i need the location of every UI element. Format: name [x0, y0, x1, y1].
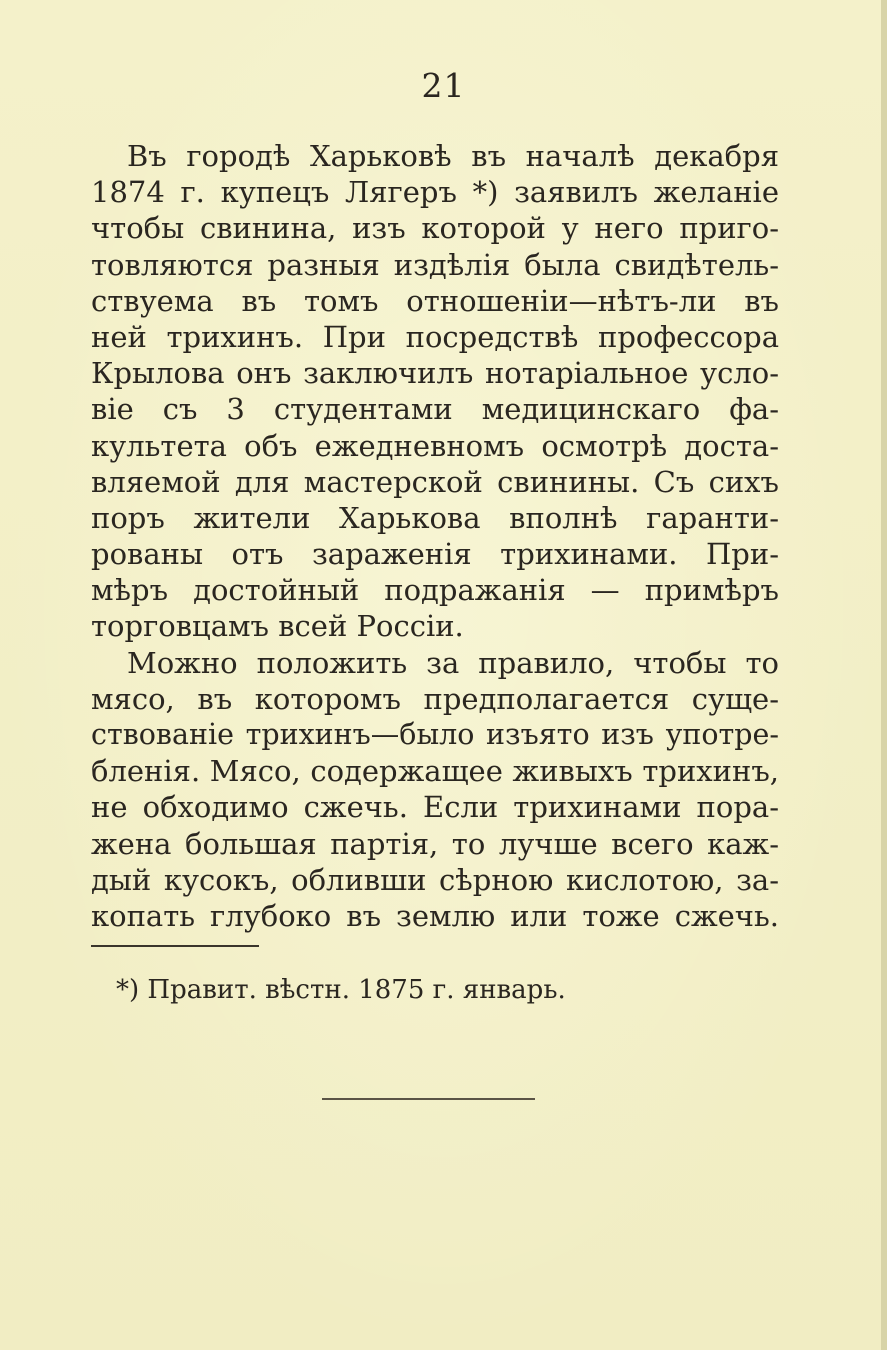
text-line: товляются разныя издѣлія была свидѣтель- — [91, 247, 779, 282]
text-line: Въ городѣ Харьковѣ въ началѣ декабря — [127, 139, 779, 173]
text-line: чтобы свинина, изъ которой у него приго- — [91, 211, 779, 246]
text-line: вляемой для мастерской свинины. Съ сихъ — [91, 464, 779, 499]
text-line: не обходимо сжечь. Если трихинами пора- — [91, 790, 779, 825]
text-line: рованы отъ зараженія трихинами. При- — [91, 537, 779, 572]
text-line: культета объ ежедневномъ осмотрѣ доста- — [91, 428, 779, 463]
page-edge — [881, 0, 887, 1350]
text-line: 1874 г. купецъ Лягеръ *) заявилъ желаніе — [91, 175, 779, 210]
text-line: ствованіе трихинъ—было изъято изъ употре- — [91, 718, 779, 751]
text-line: дый кусокъ, обливши сѣрною кислотою, за- — [91, 862, 779, 897]
text-line: торговцамъ всей Россіи. — [91, 609, 464, 644]
page-number: 21 — [421, 66, 466, 105]
text-line: мѣръ достойный подражанія — примѣръ — [91, 573, 779, 608]
footnote: *) Правит. вѣстн. 1875 г. январь. — [116, 975, 566, 1005]
text-line: ствуема въ томъ отношеніи—нѣтъ-ли въ — [91, 283, 779, 318]
text-line: ней трихинъ. При посредствѣ профессора — [91, 319, 779, 354]
footnote-rule — [91, 945, 259, 947]
text-line: віе съ 3 студентами медицинскаго фа- — [91, 392, 779, 427]
text-line: Можно положить за правило, чтобы то — [127, 645, 779, 680]
body-text — [91, 138, 779, 934]
text-line: Крылова онъ заключилъ нотаріальное усло- — [91, 356, 779, 391]
text-line: поръ жители Харькова вполнѣ гаранти- — [91, 500, 779, 535]
text-line: копать глубоко въ землю или тоже сжечь. — [91, 898, 779, 933]
text-line: бленія. Мясо, содержащее живыхъ трихинъ, — [91, 754, 779, 789]
text-line: мясо, въ которомъ предполагается суще- — [91, 681, 779, 716]
decorative-rule — [322, 1098, 535, 1100]
text-line: жена большая партія, то лучше всего каж- — [91, 826, 779, 861]
